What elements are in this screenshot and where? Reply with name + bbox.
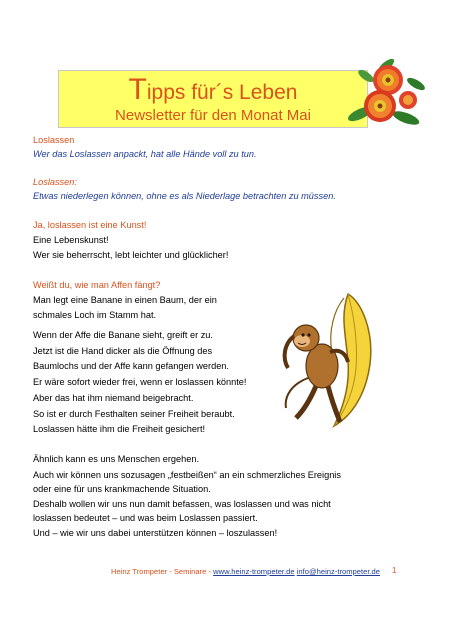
- title-initial: T: [128, 73, 147, 106]
- story-line: Wenn der Affe die Banane sieht, greift er zu.: [33, 330, 213, 340]
- story-line: Jetzt ist die Hand dicker als die Öffnung des: [33, 346, 213, 356]
- website-link[interactable]: www.heinz-trompeter.de: [213, 567, 295, 576]
- footer: [0, 567, 380, 576]
- art-line: Eine Lebenskunst!: [33, 235, 109, 245]
- page-number: 1: [392, 566, 397, 575]
- flower-bottom: [364, 90, 396, 122]
- story-line: Er wäre sofort wieder frei, wenn er loslassen könnte!: [33, 377, 247, 387]
- footer-prefix: Heinz Trompeter - Seminare -: [110, 567, 214, 576]
- story-line: Baumlochs und der Affe kann gefangen werden.: [33, 361, 229, 371]
- monkey-banana-image: [278, 292, 378, 430]
- people-line: loslassen bedeutet – und was beim Loslassen passiert.: [33, 513, 258, 523]
- page-subtitle: Newsletter für den Monat Mai: [115, 107, 311, 124]
- art-heading: Ja, loslassen ist eine Kunst!: [33, 220, 147, 230]
- definition-text: Etwas niederlegen können, ohne es als Niederlage betrachten zu müssen.: [33, 191, 336, 201]
- intro-heading: Loslassen: [33, 135, 75, 145]
- monkey-figure: [285, 325, 348, 422]
- monkey-heading: Weißt du, wie man Affen fängt?: [33, 280, 161, 290]
- people-heading: Ähnlich kann es uns Menschen ergehen.: [33, 454, 199, 464]
- art-line: Wer sie beherrscht, lebt leichter und glücklicher!: [33, 250, 229, 260]
- title-rest: ipps für´s Leben: [146, 81, 298, 104]
- story-line: Man legt eine Banane in einen Baum, der ein: [33, 295, 217, 305]
- definition-heading: Loslassen:: [33, 177, 77, 187]
- story-line: Aber das hat ihm niemand beigebracht.: [33, 393, 194, 403]
- people-line: Auch wir können uns sozusagen „festbeißen“ an ein schmerzliches Ereignis: [33, 470, 341, 480]
- people-line: Deshalb wollen wir uns nun damit befassen, was loslassen und was nicht: [33, 499, 331, 509]
- people-line: oder eine für uns krankmachende Situation.: [33, 484, 211, 494]
- story-line: Loslassen hätte ihm die Freiheit gesichert!: [33, 424, 206, 434]
- banana-peel-left: [331, 298, 344, 352]
- people-line: Und – wie wir uns dabei unterstützen können – loszulassen!: [33, 528, 278, 538]
- flower-small: [399, 91, 417, 109]
- flower-bouquet-image: [346, 56, 426, 132]
- story-line: schmales Loch im Stamm hat.: [33, 310, 157, 320]
- story-line: So ist er durch Festhalten seiner Freiheit beraubt.: [33, 409, 235, 419]
- header-box: [58, 70, 368, 128]
- intro-quote: Wer das Loslassen anpackt, hat alle Hände voll zu tun.: [33, 149, 257, 159]
- page-title: [59, 73, 367, 106]
- email-link[interactable]: info@heinz-trompeter.de: [296, 567, 380, 576]
